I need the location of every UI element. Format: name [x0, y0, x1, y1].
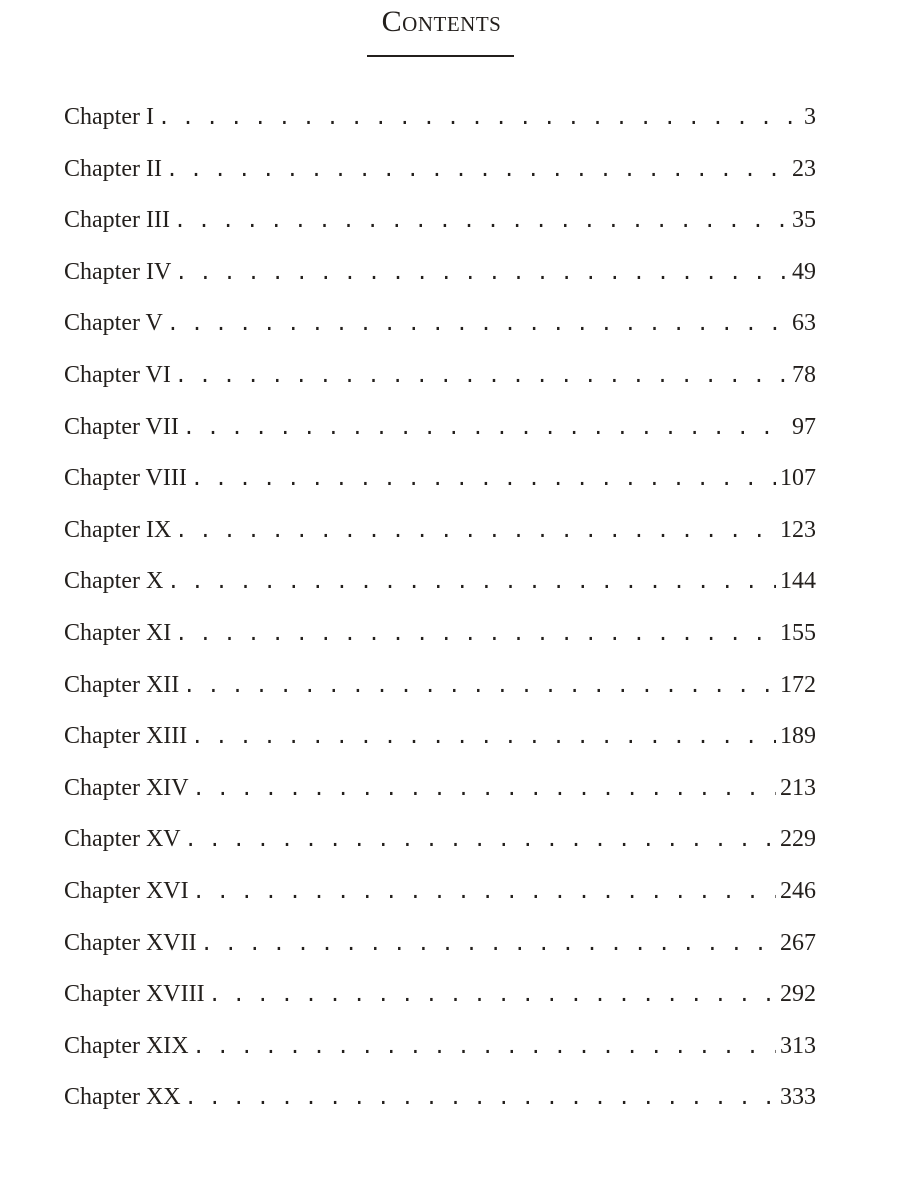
toc-entry-page-number: 123 [780, 516, 816, 543]
toc-entry-label: Chapter XIX [64, 1032, 189, 1059]
title-underline [367, 55, 514, 57]
dot-leader [175, 363, 788, 387]
dot-leader [166, 157, 788, 181]
toc-entry-label: Chapter II [64, 155, 162, 182]
toc-entry[interactable] [64, 981, 816, 1033]
toc-entry-page-number: 63 [792, 310, 816, 337]
toc-entry[interactable] [64, 310, 816, 362]
toc-entry[interactable] [64, 207, 816, 259]
toc-entry-page-number: 3 [804, 104, 816, 130]
toc-entry-page-number: 313 [780, 1032, 816, 1059]
dot-leader [193, 1034, 776, 1058]
toc-entry[interactable] [64, 620, 816, 672]
dot-leader [175, 621, 776, 645]
toc-entry-label: Chapter XX [64, 1084, 181, 1111]
toc-entry-label: Chapter X [64, 568, 164, 595]
toc-entry-label: Chapter VII [64, 413, 179, 440]
dot-leader [183, 673, 776, 697]
page-title: Contents [381, 5, 502, 38]
toc-entry-label: Chapter V [64, 310, 163, 337]
dot-leader [167, 311, 788, 335]
toc-entry[interactable] [64, 930, 816, 982]
toc-entry-page-number: 78 [792, 361, 816, 388]
dot-leader [191, 724, 776, 748]
toc-entry-page-number: 144 [780, 568, 816, 595]
toc-entry-page-number: 229 [780, 826, 816, 853]
toc-entry[interactable] [64, 878, 816, 930]
toc-entry[interactable] [64, 775, 816, 827]
toc-entry-label: Chapter XVII [64, 929, 197, 956]
toc-entry-label: Chapter XIII [64, 723, 188, 750]
dot-leader [185, 1085, 776, 1109]
toc-entry-label: Chapter VIII [64, 465, 187, 492]
table-of-contents [64, 104, 816, 1136]
dot-leader [209, 982, 776, 1006]
toc-entry-label: Chapter XI [64, 619, 172, 646]
toc-entry-label: Chapter III [64, 207, 170, 234]
dot-leader [193, 776, 776, 800]
toc-entry-label: Chapter IV [64, 258, 172, 285]
toc-entry-label: Chapter I [64, 104, 154, 130]
toc-entry-page-number: 246 [780, 877, 816, 904]
toc-entry[interactable] [64, 1033, 816, 1085]
toc-entry-label: Chapter IX [64, 516, 172, 543]
dot-leader [185, 827, 776, 851]
toc-entry-label: Chapter XVIII [64, 981, 205, 1008]
dot-leader [201, 931, 776, 955]
toc-entry-page-number: 107 [780, 465, 816, 492]
dot-leader [158, 105, 800, 129]
toc-entry[interactable] [64, 104, 816, 156]
toc-entry-page-number: 267 [780, 929, 816, 956]
toc-entry[interactable] [64, 259, 816, 311]
toc-entry-page-number: 189 [780, 723, 816, 750]
dot-leader [193, 879, 776, 903]
dot-leader [191, 466, 776, 490]
toc-entry-label: Chapter VI [64, 361, 171, 388]
dot-leader [174, 208, 788, 232]
toc-entry[interactable] [64, 414, 816, 466]
toc-entry[interactable] [64, 723, 816, 775]
toc-entry-page-number: 97 [792, 413, 816, 440]
toc-entry-page-number: 213 [780, 774, 816, 801]
toc-entry-page-number: 23 [792, 155, 816, 182]
toc-entry-page-number: 155 [780, 619, 816, 646]
toc-entry-label: Chapter XIV [64, 774, 189, 801]
toc-entry[interactable] [64, 1084, 816, 1136]
toc-entry[interactable] [64, 465, 816, 517]
toc-entry-label: Chapter XVI [64, 877, 189, 904]
toc-entry-page-number: 49 [792, 258, 816, 285]
toc-entry[interactable] [64, 362, 816, 414]
toc-entry-page-number: 35 [792, 207, 816, 234]
toc-entry[interactable] [64, 517, 816, 569]
toc-entry[interactable] [64, 826, 816, 878]
toc-entry-label: Chapter XII [64, 671, 180, 698]
toc-entry-page-number: 172 [780, 671, 816, 698]
toc-entry[interactable] [64, 672, 816, 724]
toc-entry-page-number: 333 [780, 1084, 816, 1111]
toc-entry-page-number: 292 [780, 981, 816, 1008]
dot-leader [175, 260, 788, 284]
toc-entry[interactable] [64, 156, 816, 208]
dot-leader [175, 518, 776, 542]
dot-leader [183, 415, 788, 439]
toc-entry-label: Chapter XV [64, 826, 181, 853]
toc-entry[interactable] [64, 568, 816, 620]
dot-leader [167, 569, 776, 593]
